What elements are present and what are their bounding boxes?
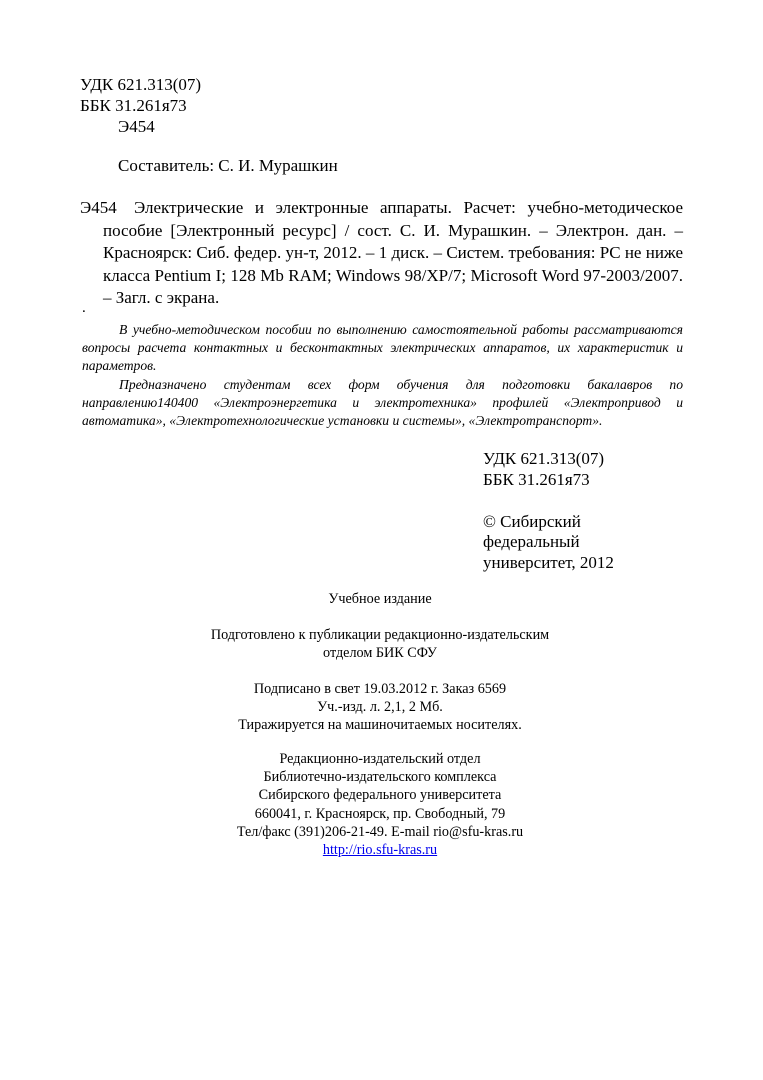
publisher-contacts: Тел/факс (391)206-21-49. E-mail rio@sfu-kras.ru xyxy=(236,823,524,840)
author-mark: Э454 xyxy=(118,117,155,136)
media-line: Тиражируется на машиночитаемых носителях. xyxy=(238,717,522,734)
publisher-line-3: Сибирского федерального университета xyxy=(258,787,502,804)
annotation xyxy=(82,321,683,430)
edition-type xyxy=(120,590,640,608)
bibliographic-text: Электрические и электронные аппараты. Расчет: учебно-методическое пособие [Электронный ресурс] / сост. С. И. Мурашкин. – Электрон. дан. – Красноярск: Сиб. федер. ун-т, 2012. – 1 диск. – Систем. требования: PC не ниже класса Pentium I; 128 Mb RAM; Windows 98/XP/7; Microsoft Word 97-2003/2007. – Загл. с экрана. xyxy=(103,198,683,307)
publisher-website-link[interactable]: http://rio.sfu-kras.ru xyxy=(322,842,438,859)
compiler-line: Составитель: С. И. Мурашкин xyxy=(118,156,338,175)
prepared-by-line-1: Подготовлено к публикации редакционно-издательским xyxy=(210,627,550,643)
udk-code-repeat: УДК 621.313(07) xyxy=(483,449,605,468)
udk-code: УДК 621.313(07) xyxy=(80,75,202,94)
bibliographic-author-mark: Э454 xyxy=(80,198,117,217)
prepared-by-line-2: отделом БИК СФУ xyxy=(323,645,437,662)
bbk-code-repeat: ББК 31.261я73 xyxy=(483,470,590,489)
annotation-paragraph-2: Предназначено студентам всех форм обучения для подготовки бакалавров по направлению140400 «Электроэнергетика и электротехника» профилей «Электропривод и автоматика», «Электротехнологические установки и системы», «Электротранспорт». xyxy=(82,376,683,429)
sheets-line: Уч.-изд. л. 2,1, 2 Мб. xyxy=(317,699,443,716)
copyright-line-3: университет, 2012 xyxy=(483,553,614,572)
stray-dot: . xyxy=(82,300,86,316)
copyright-line-1: © Сибирский xyxy=(483,512,581,531)
annotation-paragraph-1: В учебно-методическом пособии по выполнению самостоятельной работы рассматриваются вопросы расчета контактных и бесконтактных электрических аппаратов, их характеристик и параметров. xyxy=(82,322,683,374)
publisher-address: 660041, г. Красноярск, пр. Свободный, 79 xyxy=(254,805,506,822)
prepared-by xyxy=(120,626,640,662)
bbk-code: ББК 31.261я73 xyxy=(80,96,187,115)
bibliographic-record xyxy=(80,197,683,310)
publication-details xyxy=(120,680,640,735)
edition-type-label: Учебное издание xyxy=(328,591,432,607)
publisher-line-1: Редакционно-издательский отдел xyxy=(279,751,481,767)
publisher-line-2: Библиотечно-издательского комплекса xyxy=(263,769,497,786)
signed-line: Подписано в свет 19.03.2012 г. Заказ 6569 xyxy=(253,681,507,697)
copyright-line-2: федеральный xyxy=(483,532,580,551)
publisher-info xyxy=(120,750,640,859)
